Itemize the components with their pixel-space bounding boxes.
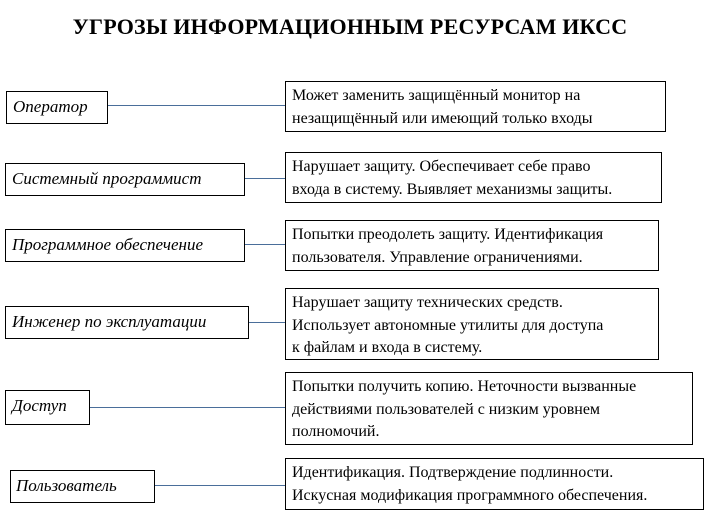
- threat-box-software: [285, 220, 659, 271]
- threat-box-access: [285, 372, 693, 445]
- source-label: Инженер по эксплуатации: [12, 312, 207, 331]
- source-box-user: [10, 470, 155, 503]
- threat-text-line: пользователя. Управление ограничениями.: [292, 248, 583, 266]
- connector-line-user: [155, 485, 285, 486]
- threat-text-line: Использует автономные утилиты для доступа: [292, 316, 604, 334]
- threat-text-line: Нарушает защиту. Обеспечивает себе право: [292, 158, 591, 175]
- threat-box-user: [285, 458, 704, 510]
- threat-text-line: Может заменить защищённый монитор на: [292, 87, 581, 104]
- threat-text-line: действиями пользователей с низким уровнем: [292, 400, 601, 418]
- connector-line-operator: [108, 105, 285, 106]
- threat-text-line: к файлам и входа в систему.: [292, 339, 483, 356]
- connector-line-software: [245, 244, 285, 245]
- source-box-software: [5, 229, 245, 262]
- connector-line-system-programmer: [245, 178, 285, 179]
- threat-box-system-programmer: [285, 152, 662, 203]
- threat-box-operator: [285, 81, 666, 132]
- source-box-access: [5, 390, 90, 425]
- connector-line-access: [90, 407, 285, 408]
- source-label: Доступ: [12, 396, 67, 415]
- source-label: Пользователь: [16, 476, 117, 495]
- diagram-title: УГРОЗЫ ИНФОРМАЦИОННЫМ РЕСУРСАМ ИКСС: [72, 14, 628, 39]
- threat-text-line: Нарушает защиту технических средств.: [292, 294, 563, 311]
- threat-text-line: незащищённый или имеющий только входы: [292, 109, 593, 127]
- threat-text-line: Попытки получить копию. Неточности вызванные: [292, 378, 637, 395]
- source-box-system-programmer: [5, 163, 245, 196]
- threat-box-maintenance-engineer: [285, 288, 659, 360]
- source-label: Системный программист: [12, 169, 202, 188]
- connector-line-maintenance-engineer: [249, 322, 285, 323]
- threat-text-line: входа в систему. Выявляет механизмы защиты.: [292, 180, 613, 198]
- source-label: Программное обеспечение: [12, 235, 203, 254]
- source-box-operator: [6, 91, 108, 124]
- source-box-maintenance-engineer: [5, 306, 249, 339]
- threat-text-line: Попытки преодолеть защиту. Идентификация: [292, 226, 604, 243]
- threat-text-line: Идентификация. Подтверждение подлинности.: [292, 464, 614, 481]
- source-label: Оператор: [13, 97, 88, 116]
- threat-text-line: Искусная модификация программного обеспечения.: [292, 486, 648, 504]
- threat-text-line: полномочий.: [292, 423, 380, 440]
